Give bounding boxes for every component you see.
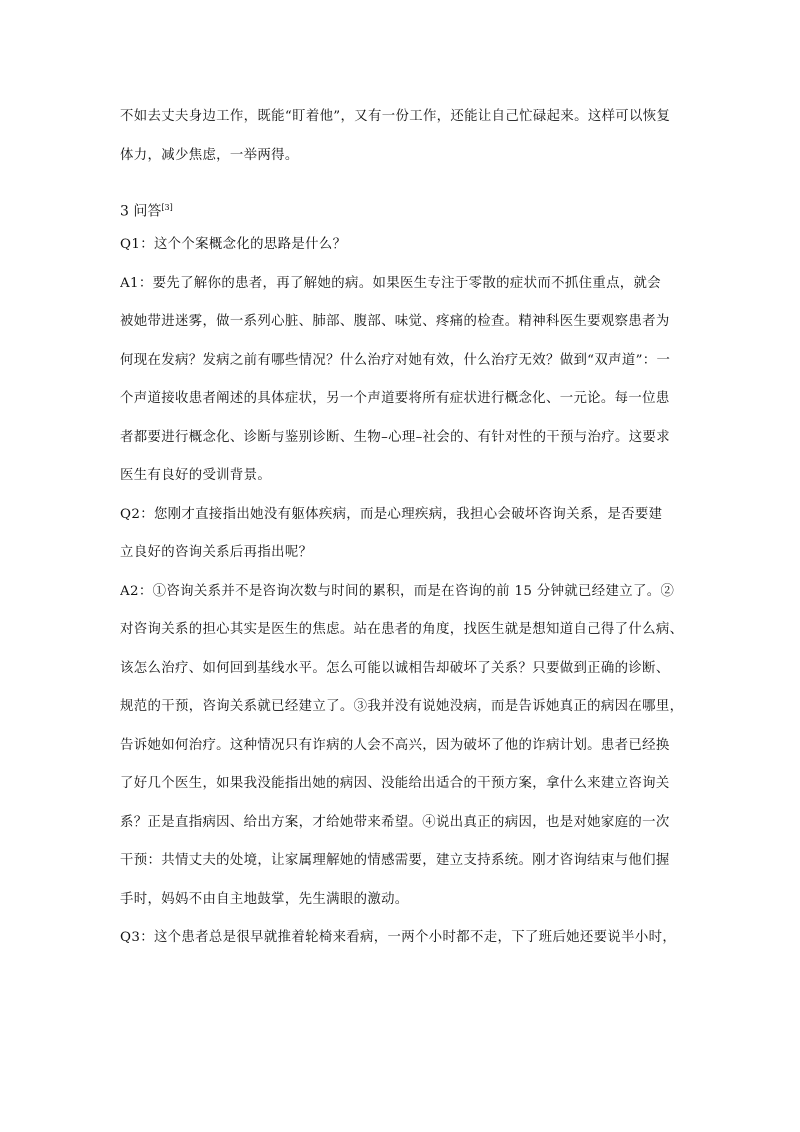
intro-paragraph	[120, 98, 685, 175]
answer-line: 了好几个医生，如果我没能指出她的病因、没能给出适合的干预方案，拿什么来建立咨询关	[120, 776, 670, 791]
answer-line: 手时，妈妈不由自主地鼓掌，先生满眼的激动。	[120, 891, 409, 907]
text-line: 不如去丈夫身边工作，既能“盯着他”，又有一份工作，还能让自己忙碌起来。这样可以恢复	[120, 109, 671, 124]
answer-line: 医生有良好的受训背景。	[120, 468, 272, 483]
answer-line: 该怎么治疗、如何回到基线水平。怎么可能以诚相告却破坏了关系？只要做到正确的诊断、	[120, 660, 670, 676]
answer-line: A2：①咨询关系并不是咨询次数与时间的累积，而是在咨询的前 15 分钟就已经建立了。②	[120, 583, 675, 599]
answer-line: 系？正是直指病因、给出方案，才给她带来希望。④说出真正的病因，也是对她家庭的一次	[120, 814, 670, 830]
question-line: Q2：您刚才直接指出她没有躯体疾病，而是心理疾病，我担心会破坏咨询关系，是否要建	[120, 506, 663, 522]
section-title: 问答	[133, 203, 162, 220]
section-heading	[120, 196, 173, 224]
answer-line: 对咨询关系的担心其实是医生的焦虑。站在患者的角度，找医生就是想知道自己得了什么病、	[120, 622, 684, 637]
answer-line: 者都要进行概念化、诊断与鉴别诊断、生物–心理–社会的、有针对性的干预与治疗。这要求	[120, 429, 670, 445]
qa-section	[120, 226, 685, 958]
answer-line: 告诉她如何治疗。这种情况只有诈病的人会不高兴，因为破坏了他的诈病计划。患者已经换	[120, 737, 670, 753]
citation-marker: [3]	[161, 203, 173, 212]
answer-line: 个声道接收患者阐述的具体症状，另一个声道要将所有症状进行概念化、一元论。每一位患	[120, 391, 670, 406]
question-line: 立良好的咨询关系后再指出呢？	[120, 545, 313, 560]
text-line: 体力，减少焦虑，一举两得。	[120, 147, 299, 163]
answer-line: 被她带进迷雾，做一系列心脏、肺部、腹部、味觉、疼痛的检查。精神科医生要观察患者为	[120, 314, 670, 329]
question-line: Q3：这个患者总是很早就推着轮椅来看病，一两个小时都不走，下了班后她还要说半小时，	[120, 930, 677, 945]
answer-line: A1：要先了解你的患者，再了解她的病。如果医生专注于零散的症状而不抓住重点，就会	[120, 275, 662, 291]
answer-line: 干预：共情丈夫的处境，让家属理解她的情感需要，建立支持系统。刚才咨询结束与他们握	[120, 853, 670, 868]
answer-line: 规范的干预，咨询关系就已经建立了。③我并没有说她没病，而是告诉她真正的病因在哪里，	[120, 699, 684, 714]
question-line: Q1：这个个案概念化的思路是什么？	[120, 237, 347, 252]
answer-line: 何现在发病？发病之前有哪些情况？什么治疗对她有效，什么治疗无效？做到“双声道”：一	[120, 352, 671, 368]
section-number: 3	[120, 203, 129, 220]
